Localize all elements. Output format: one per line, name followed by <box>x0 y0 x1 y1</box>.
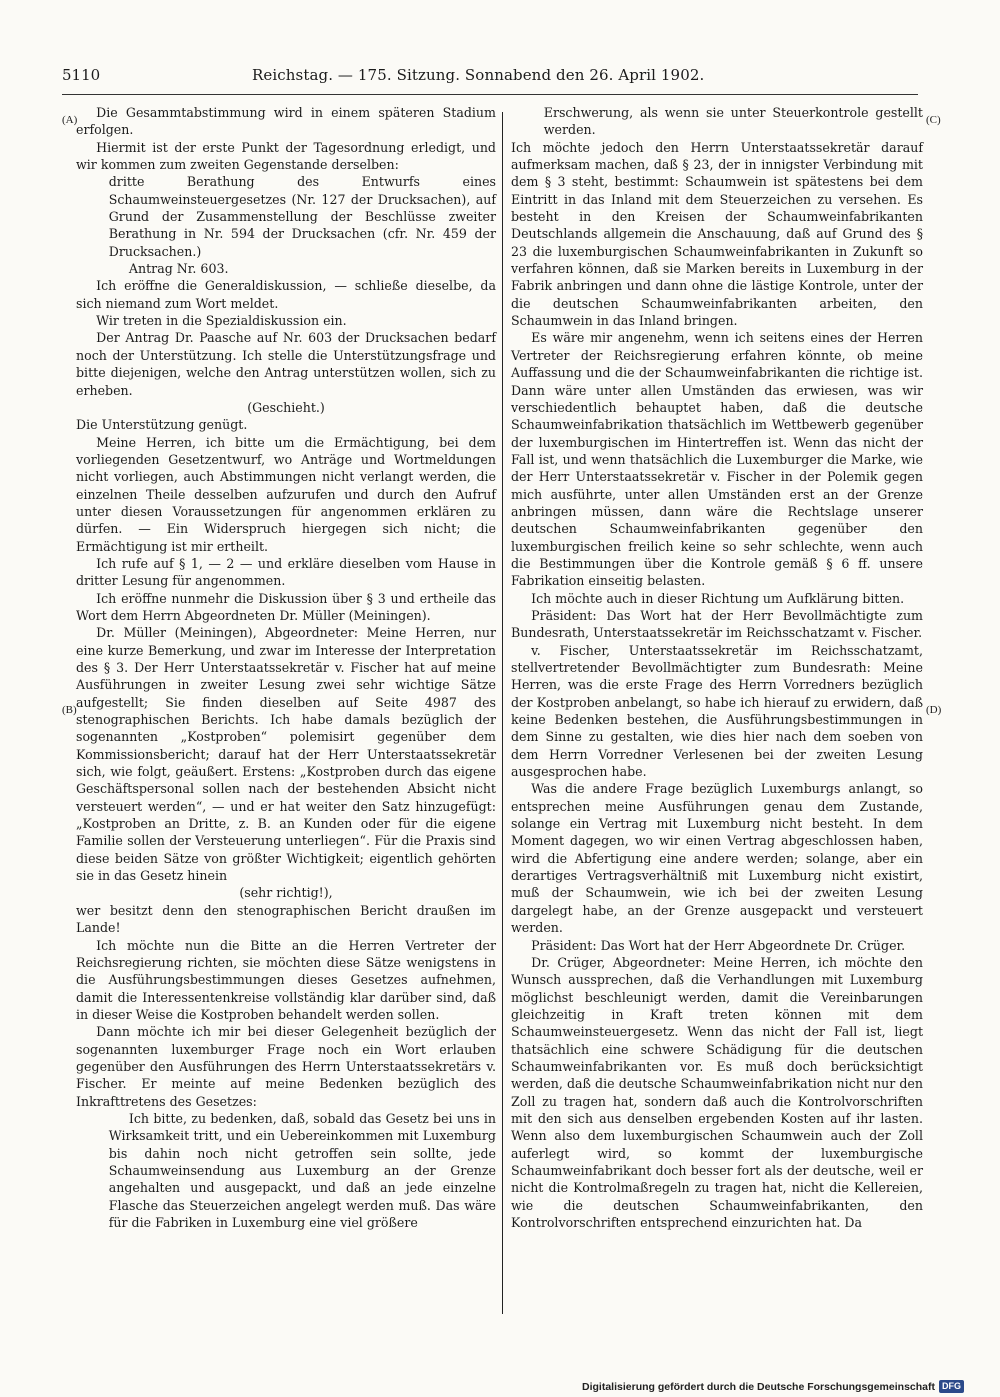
paragraph: Die Gesammtabstimmung wird in einem späteren Stadium erfolgen. <box>76 105 496 138</box>
running-head: Reichstag. — 175. Sitzung. Sonnabend den 26. April 1902. <box>252 66 705 84</box>
credit-text: Digitalisierung gefördert durch die Deutsche Forschungsgemeinschaft <box>582 1380 935 1393</box>
page-number: 5110 <box>62 66 101 84</box>
speech-mueller: Dr. Müller (Meiningen), Abgeordneter: Meine Herren, nur eine kurze Bemerkung, und zwar im Interesse der Interpretation des § 3. Der Herr Unterstaatssekretär v. Fischer hat auf meine Ausführungen in zweiter Lesung zwei sehr wichtige Sätze aufgestellt; Sie finden dieselben auf Seite 4987 des stenographischen Berichts. Ich habe damals bezüglich der sogenannten „Kostproben“ polemisirt gegenüber dem Kommissionsbericht; darauf hat der Herr Unterstaatssekretär sich, wie folgt, geäußert. Erstens: „Kostproben durch das eigene Geschäftspersonal sollen nach der bestehenden Absicht nicht versteuert werden“, — und er hat weiter den Satz hinzugefügt: „Kostproben an Dritte, z. B. an Kunden oder für die eigene Familie sollen der Versteuerung unterliegen“. Für die Praxis sind diese beiden Sätze von größter Wichtigkeit; eigentlich gehörten sie in das Gesetz hinein <box>76 625 496 884</box>
paragraph: Ich möchte jedoch den Herrn Unterstaatssekretär darauf aufmerksam machen, daß § 23, der in innigster Verbindung mit dem § 3 steht, bestimmt: Schaumwein ist spätestens bei dem Eintritt in das Inland mit dem Steuerzeichen zu versehen. Es besteht in den Kreisen der Schaumweinfabrikanten Deutschlands allgemein die Anschauung, daß auf Grund des § 23 die luxemburgischen Schaumweinfabrikanten in Zukunft so verfahren können, daß sie Marken bereits in Luxemburg in der Fabrik anbringen und dann ohne die lästige Kontrole, unter der die deutschen Schaumweinfabrikanten arbeiten, den Schaumwein in das Inland bringen. <box>511 139 923 329</box>
paragraph: Ich möchte auch in dieser Richtung um Aufklärung bitten. <box>531 590 905 606</box>
page-header <box>62 66 918 88</box>
speech-president: Präsident: Das Wort hat der Herr Abgeordnete Dr. Crüger. <box>531 937 906 953</box>
margin-mark-b: (B) <box>62 704 77 716</box>
column-divider <box>502 112 503 1314</box>
paragraph: Ich möchte nun die Bitte an die Herren Vertreter der Reichsregierung richten, sie möchten diese Sätze wenigstens in die Ausführungsbestimmungen dieses Gesetzes aufnehmen, damit die Interessentenkreise vollständig klar darüber sind, daß in dieser Weise die Kostproben behandelt werden sollen. <box>76 937 496 1022</box>
paragraph: Die Unterstützung genügt. <box>76 417 248 433</box>
block-quote: Ich bitte, zu bedenken, daß, sobald das Gesetz bei uns in Wirksamkeit tritt, und ein Uebereinkommen mit Luxemburg bis dahin noch nicht getroffen sein sollte, jede Schaumweinsendung aus Luxemburg an der Grenze angehalten und ausgepackt, und daß an jede einzelne Flasche das Steuerzeichen angelegt werden muß. Das wäre für die Fabriken in Luxemburg eine viel größere <box>108 1110 496 1230</box>
paragraph: Wir treten in die Spezialdiskussion ein. <box>96 313 347 329</box>
speech-president: Präsident: Das Wort hat der Herr Bevollmächtigte zum Bundesrath, Unterstaatssekretär im Reichsschatzamt v. Fischer. <box>511 607 923 641</box>
speech-crueger: Dr. Crüger, Abgeordneter: Meine Herren, ich möchte den Wunsch aussprechen, daß die Verhandlungen mit Luxemburg möglichst beschleunigt werden, damit die Vereinbarungen gleichzeitig in Kraft treten können mit dem Schaumweinsteuergesetz. Wenn das nicht der Fall ist, liegt thatsächlich eine schwere Schädigung für die deutschen Schaumweinfabrikanten vor. Es muß doch berücksichtigt werden, daß die deutsche Schaumweinfabrikation nicht nur den Zoll zu tragen hat, sondern daß auch die Kontrolvorschriften mit den sich aus denselben ergebenden Kosten auf ihr lasten. Wenn also dem luxemburgischen Schaumwein auch der Zoll auferlegt wird, so kommt der luxemburgische Schaumweinfabrikant doch besser fort als der deutsche, weil er nicht die Kontrolmaßregeln zu tragen hat, nicht die Kellereien, wie die deutschen Schaumweinfabrikanten, den Kontrolvorschriften entsprechend einzurichten hat. Da <box>511 954 923 1230</box>
digitization-credit <box>582 1380 964 1393</box>
margin-mark-a: (A) <box>62 114 78 126</box>
stage-direction: (Geschieht.) <box>247 399 325 415</box>
paragraph: Dann möchte ich mir bei dieser Gelegenheit bezüglich der sogenannten luxemburger Frage noch ein Wort erlauben gegenüber den Ausführungen des Herrn Unterstaatssekretärs v. Fischer. Er meinte auf meine Bedenken bezüglich des Inkrafttretens des Gesetzes: <box>76 1024 496 1109</box>
paragraph: Ich rufe auf § 1, — 2 — und erkläre dieselben vom Hause in dritter Lesung für angenommen. <box>76 555 496 589</box>
left-column <box>76 104 496 1231</box>
header-rule <box>62 94 918 95</box>
paragraph: Hiermit ist der erste Punkt der Tagesordnung erledigt, und wir kommen zum zweiten Gegenstande derselben: <box>76 139 496 173</box>
agenda-item: dritte Berathung des Entwurfs eines Schaumweinsteuergesetzes (Nr. 127 der Drucksachen), auf Grund der Zusammenstellung der Beschlüsse zweiter Berathung in Nr. 594 der Drucksachen (cfr. Nr. 459 der Drucksachen.) <box>108 174 496 259</box>
dfg-logo-icon: DFG <box>939 1380 964 1393</box>
paragraph: Meine Herren, ich bitte um die Ermächtigung, bei dem vorliegenden Gesetzentwurf, wo Anträge und Wortmeldungen nicht vorliegen, auch Abstimmungen nicht verlangt werden, die einzelnen Theile desselben aufzurufen und durch den Aufruf unter diesen Voraussetzungen für angenommen erklären zu dürfen. — Ein Widerspruch hiergegen sich nicht; die Ermächtigung ist mir ertheilt. <box>76 434 496 554</box>
paragraph: Ich eröffne die Generaldiskussion, — schließe dieselbe, da sich niemand zum Wort meldet. <box>76 278 496 311</box>
speech-fischer: v. Fischer, Unterstaatssekretär im Reichsschatzamt, stellvertretender Bevollmächtigter zum Bundesrath: Meine Herren, was die erste Frage des Herrn Vorredners bezüglich der Kostproben anbelangt, so habe ich hierauf zu erwidern, daß keine Bedenken bestehen, die Ausführungsbestimmungen in dem Sinne zu gestalten, wie dies hier nach dem soeben von dem Herrn Vorredner Verlesenen bei der zweiten Lesung ausgesprochen habe. <box>511 642 923 780</box>
paragraph: Ich eröffne nunmehr die Diskussion über § 3 und ertheile das Wort dem Herrn Abgeordneten Dr. Müller (Meiningen). <box>76 590 496 623</box>
paragraph: Es wäre mir angenehm, wenn ich seitens eines der Herren Vertreter der Reichsregierung erfahren könnte, ob meine Auffassung und die der Schaumweinfabrikanten die richtige ist. Dann wäre unter allen Umständen das erwiesen, was wir verschiedentlich behauptet haben, daß die deutsche Schaumweinfabrikation thatsächlich im Wettbewerb gegenüber der luxemburgischen im Hintertreffen ist. Wenn das nicht der Fall ist, und wenn thatsächlich die Luxemburger die Marke, wie der Herr Unterstaatssekretär v. Fischer in der Polemik gegen mich ausführte, unter allen Umständen erst an der Grenze anbringen müssen, dann wäre die Rechtslage unserer deutschen Schaumweinfabrikanten gegenüber den luxemburgischen freilich keine so sehr schlechte, wenn auch die Bestimmungen über die Kontrole gemäß § 6 ff. unsere Fabrikation einseitig belasten. <box>511 330 923 589</box>
paragraph: Was die andere Frage bezüglich Luxemburgs anlangt, so entsprechen meine Ausführungen genau dem Zustande, solange ein Vertrag mit Luxemburg nicht besteht. In dem Moment dagegen, wo wir einen Vertrag abgeschlossen haben, wird die Abfertigung eine andere werden; solange, aber ein derartiges Vertragsverhältniß mit Luxemburg nicht existirt, muß der Schaumwein, wie ich bei der zweiten Lesung dargelegt habe, an der Grenze ausgepackt und versteuert werden. <box>511 781 923 936</box>
paragraph: wer besitzt denn den stenographischen Bericht draußen im Lande! <box>76 902 496 936</box>
paragraph: Der Antrag Dr. Paasche auf Nr. 603 der Drucksachen bedarf noch der Unterstützung. Ich stelle die Unterstützungsfrage und bitte diejenigen, welche den Antrag unterstützen wollen, sich zu erheben. <box>76 330 496 398</box>
block-quote-continued: Erschwerung, als wenn sie unter Steuerkontrole gestellt werden. <box>543 105 923 138</box>
margin-mark-c: (C) <box>926 114 941 126</box>
margin-mark-d: (D) <box>926 704 942 716</box>
right-column <box>511 104 923 1231</box>
interjection: (sehr richtig!), <box>239 885 333 901</box>
motion-reference: Antrag Nr. 603. <box>128 261 229 277</box>
